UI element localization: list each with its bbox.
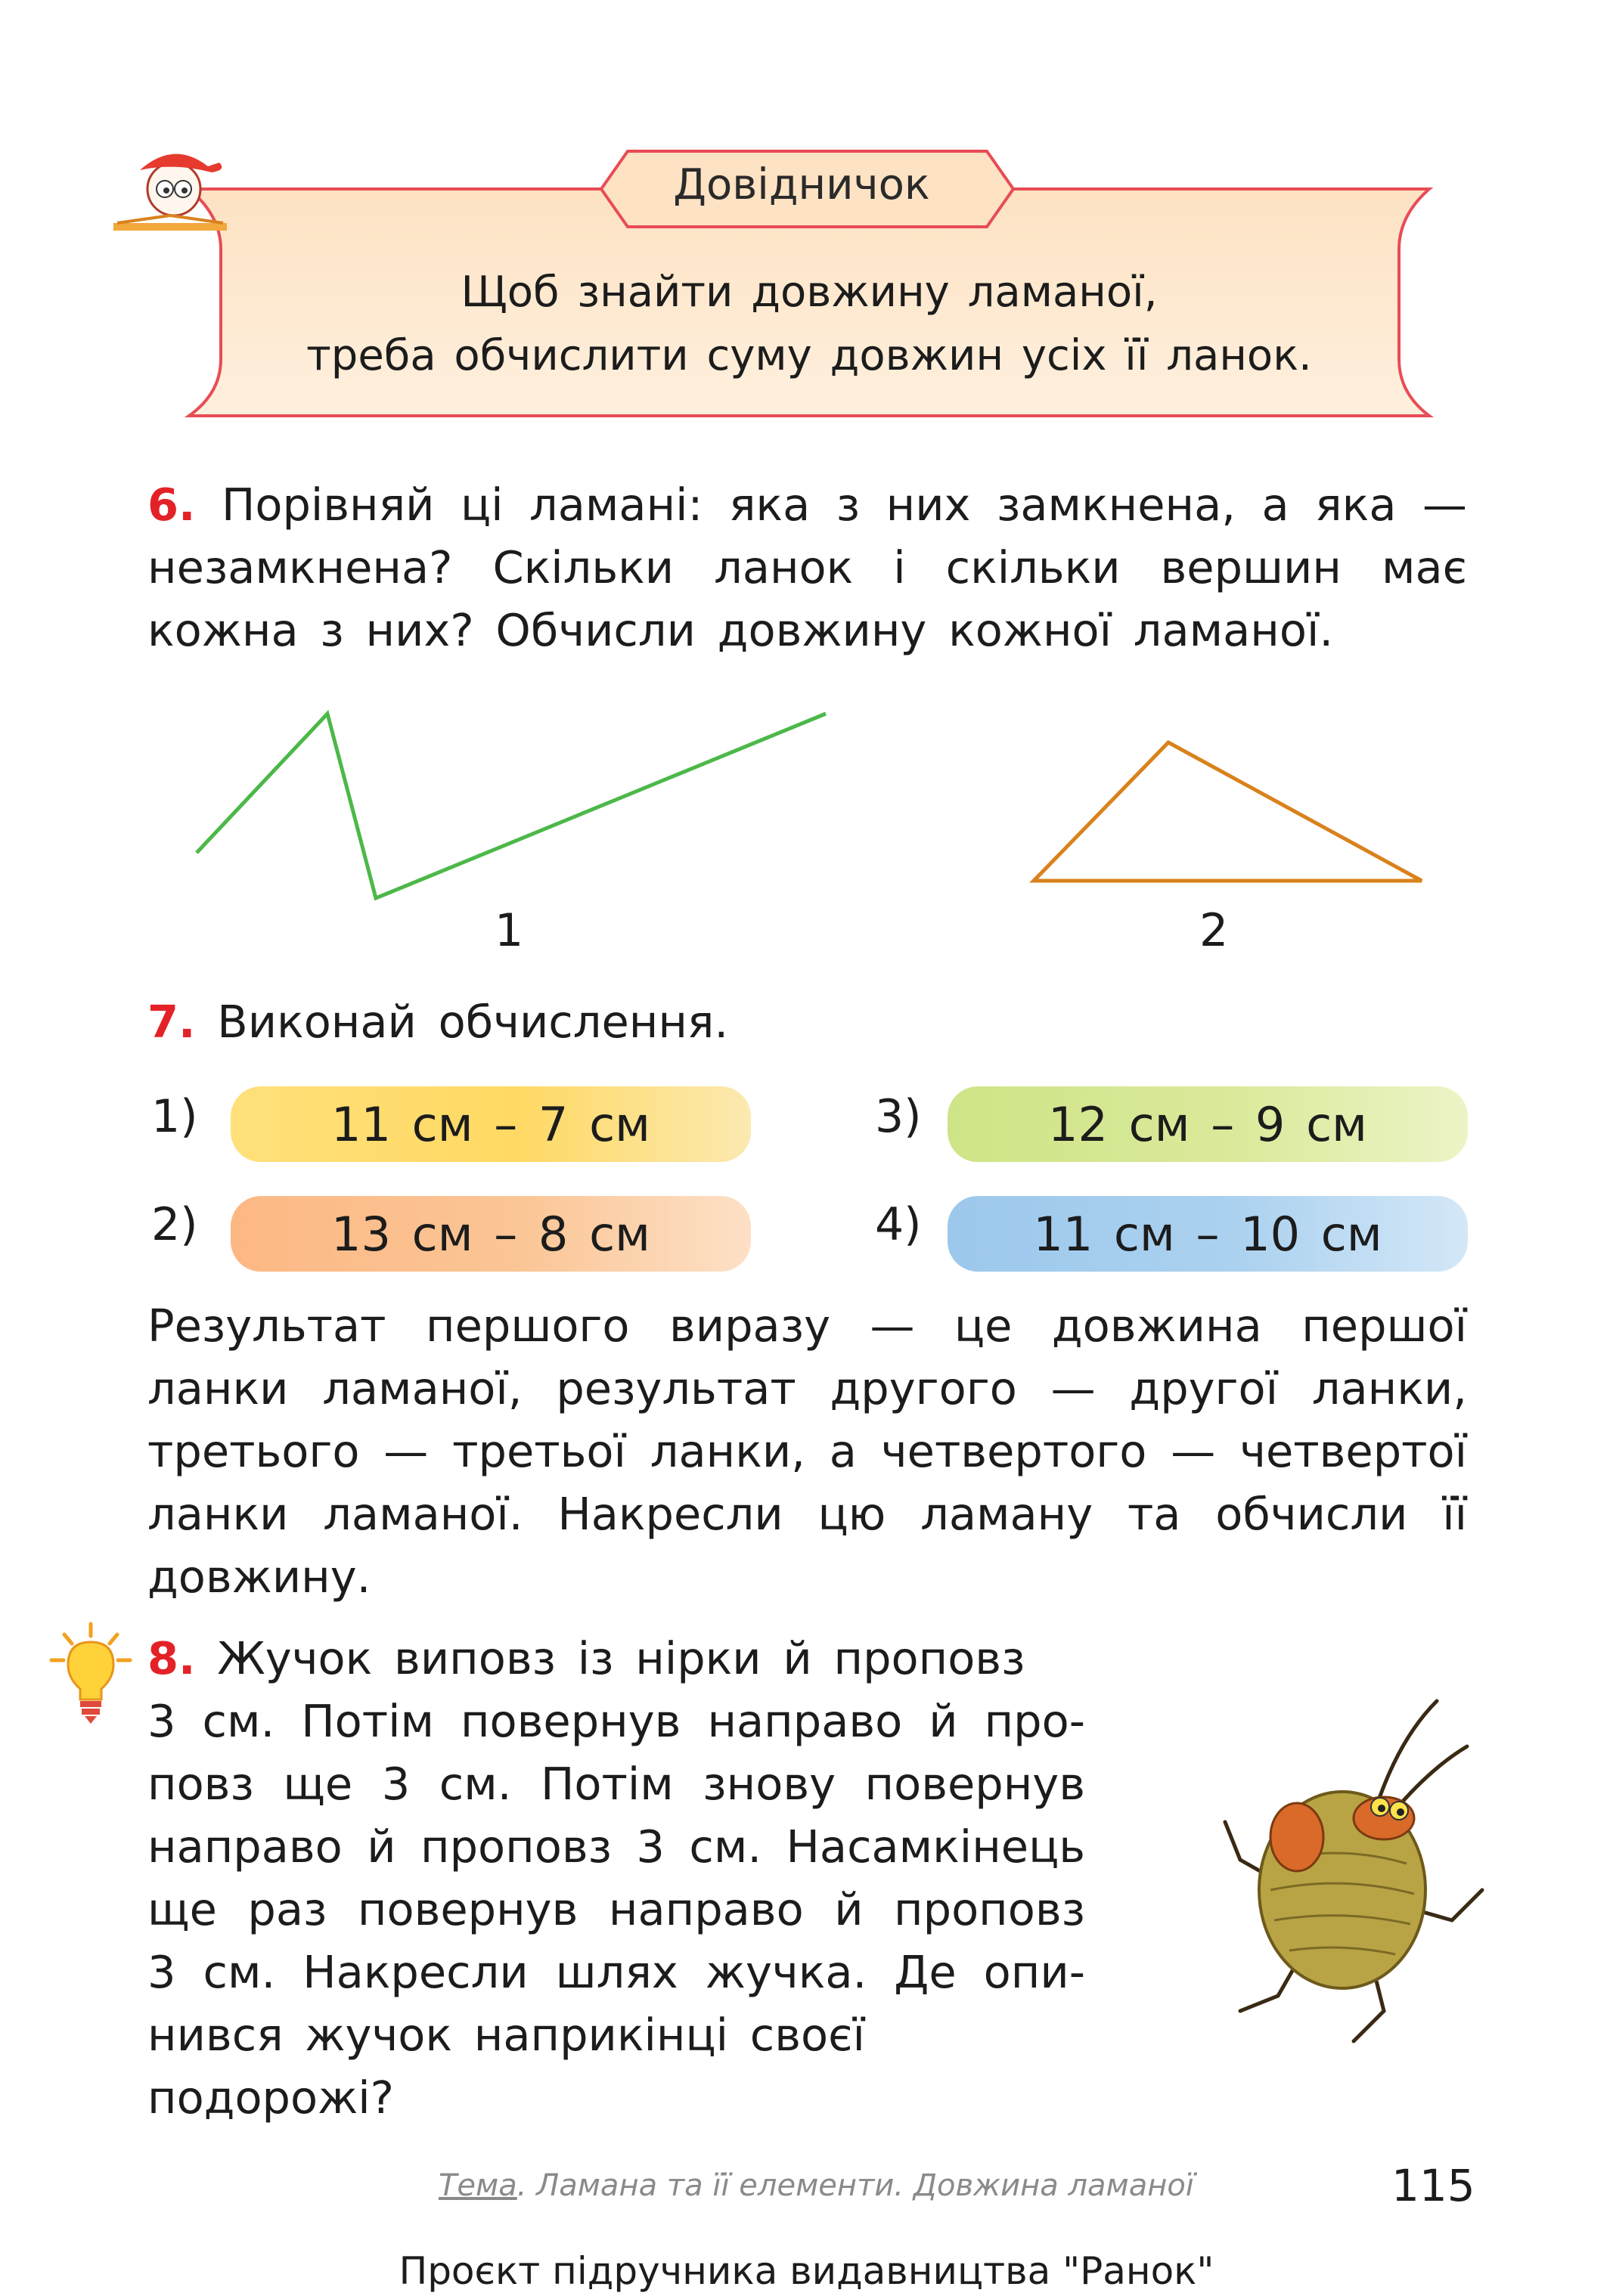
lightbulb-icon: [45, 1618, 136, 1731]
item-4-label: 4): [875, 1198, 922, 1251]
closed-polyline-2: [1034, 742, 1422, 881]
task-6-line-1: 6. Порівняй ці ламані: яка з них замкнена, а яка —: [147, 479, 1467, 531]
reference-text: [212, 261, 1407, 388]
project-note: Проєкт підручника видавництва "Ранок": [399, 2249, 1214, 2293]
footer-topic-text: . Ламана та її елементи. Довжина ламаної: [516, 2168, 1194, 2203]
item-2-label: 2): [151, 1198, 198, 1251]
mascot-icon: [106, 136, 242, 242]
task-7-paragraph: Результат першого виразу — це довжина першої ланки ламаної, результат другого — другої ланки, третього — третьої ланки, а четвертого — четвертої ланки ламаної. Накресли цю ламану та обчисли її довжину.: [147, 1300, 1467, 1603]
task-8: 8. Жучок виповз із нірки й проповз 3 см. Потім повернув направо й про- повз ще 3 см. Потім знову повернув направо й проповз 3 см. Насамкінець ще раз повернув направо й проповз 3 см. Накресли шлях жучка. Де опи- нився жучок наприкінці своєї подорожі?: [147, 1627, 1085, 2129]
expression-2: 13 см – 8 см: [231, 1196, 751, 1272]
page-number: 115: [1391, 2160, 1475, 2211]
task-6-line-2: незамкнена? Скільки ланок і скільки вершин має: [147, 541, 1467, 593]
footer-topic: [439, 2168, 1194, 2203]
task-6-line-3: кожна з них? Обчисли довжину кожної ламаної.: [147, 604, 1334, 656]
task-8-line-1: 8. Жучок виповз із нірки й проповз: [147, 1632, 1025, 1684]
task-6: [147, 473, 1467, 662]
task-7-title: 7. Виконай обчислення.: [147, 996, 729, 1048]
task-6-number: 6.: [147, 479, 196, 531]
item-3-label: 3): [875, 1090, 922, 1143]
open-polyline-1: [197, 714, 826, 898]
reference-line-2: треба обчислити суму довжин усіх її ланок.: [306, 331, 1312, 380]
reference-title: Довідничок: [673, 160, 930, 209]
figure-1-label: 1: [495, 904, 524, 957]
task-8-number: 8.: [147, 1632, 196, 1684]
expression-4: 11 см – 10 см: [948, 1196, 1468, 1272]
reference-line-1: Щоб знайти довжину ламаної,: [461, 268, 1158, 317]
footer-topic-word: Тема: [439, 2168, 517, 2203]
item-1-label: 1): [151, 1090, 198, 1143]
task-7-number: 7.: [147, 996, 196, 1048]
polyline-figures: [0, 680, 1613, 930]
beetle-illustration: [1210, 1693, 1497, 2049]
expression-3: 12 см – 9 см: [948, 1086, 1468, 1162]
expression-1: 11 см – 7 см: [231, 1086, 751, 1162]
figure-2-label: 2: [1199, 904, 1229, 957]
